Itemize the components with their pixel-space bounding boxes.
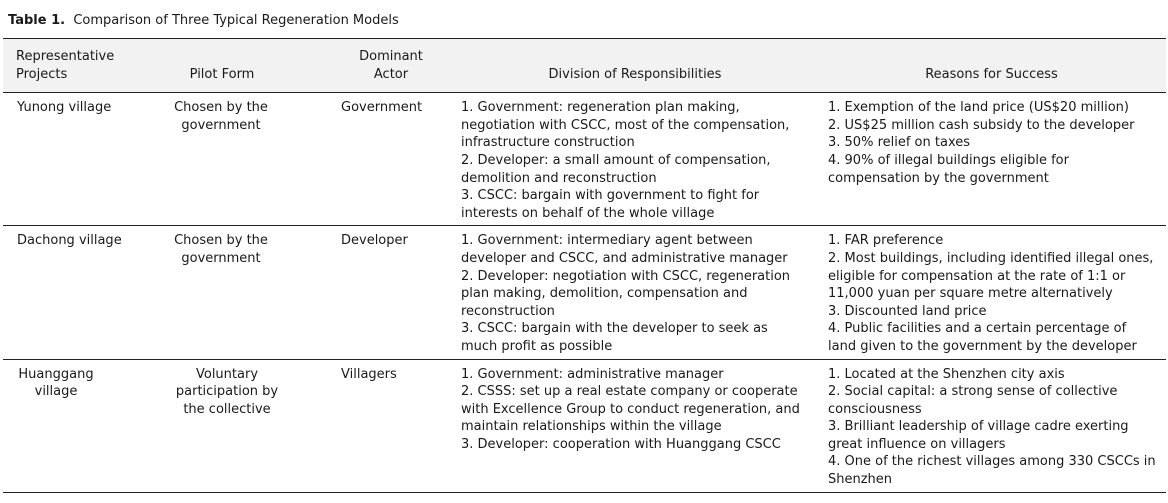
header-dominant-actor: Dominant Actor: [359, 49, 423, 82]
regeneration-models-table: [3, 38, 1166, 493]
table-row: [3, 360, 1166, 492]
table-header-row: [3, 39, 1166, 93]
cell-dominant-actor: Villagers: [341, 366, 397, 382]
cell-project: Yunong village: [17, 100, 112, 116]
cell-reasons: 1. Located at the Shenzhen city axis 2. Social capital: a strong sense of collective consciousness 3. Brilliant leadership of village cadre exerting great influence on villagers 4. One of the richest villages among 330 CSCCs in Shenzhen: [828, 366, 1156, 488]
cell-dominant-actor: Government: [341, 100, 423, 116]
cell-pilot-form: Chosen by the government: [174, 100, 268, 133]
cell-division: 1. Government: intermediary agent between developer and CSCC, and administrative manager 2. Developer: negotiation with CSCC, regeneration plan making, demolition, compensation and reconstruction 3. CSCC: bargain with the developer to seek as much profit as possible: [461, 233, 791, 354]
table-caption: [8, 13, 399, 29]
cell-dominant-actor: Developer: [341, 233, 408, 249]
cell-pilot-form: Chosen by the government: [174, 233, 268, 266]
table-caption-title: Comparison of Three Typical Regeneration Models: [73, 13, 399, 28]
header-reasons-for-success: Reasons for Success: [925, 66, 1058, 82]
cell-division: 1. Government: administrative manager 2. CSSS: set up a real estate company or cooperate with Excellence Group to conduct regeneration, and maintain relationships within the village 3. Developer: cooperation with Huanggang CSCC: [461, 366, 800, 452]
cell-division: 1. Government: regeneration plan making, negotiation with CSCC, most of the compensation, infrastructure construction 2. Developer: a small amount of compensation, demolition and reconstruction 3. CSCC: bargain with government to fight for interests on behalf of the whole village: [461, 100, 790, 221]
header-representative-projects: Representative Projects: [16, 49, 115, 82]
cell-project: Huanggang village: [18, 366, 94, 400]
table-row: [3, 226, 1166, 359]
header-division-of-responsibilities: Division of Responsibilities: [548, 66, 722, 82]
cell-project: Dachong village: [17, 233, 122, 249]
cell-reasons: 1. Exemption of the land price (US$20 million) 2. US$25 million cash subsidy to the developer 3. 50% relief on taxes 4. 90% of illegal buildings eligible for compensation by the government: [828, 100, 1135, 186]
header-pilot-form: Pilot Form: [189, 66, 255, 82]
table-caption-label: Table 1.: [8, 13, 66, 28]
table-row: [3, 93, 1166, 226]
cell-reasons: 1. FAR preference 2. Most buildings, including identified illegal ones, eligible for compensation at the rate of 1:1 or 11,000 yuan per square metre alternatively 3. Discounted land price 4. Public facilities and a certain percentage of land given to the government by the developer: [828, 233, 1154, 354]
cell-pilot-form: Voluntary participation by the collective: [175, 366, 279, 417]
